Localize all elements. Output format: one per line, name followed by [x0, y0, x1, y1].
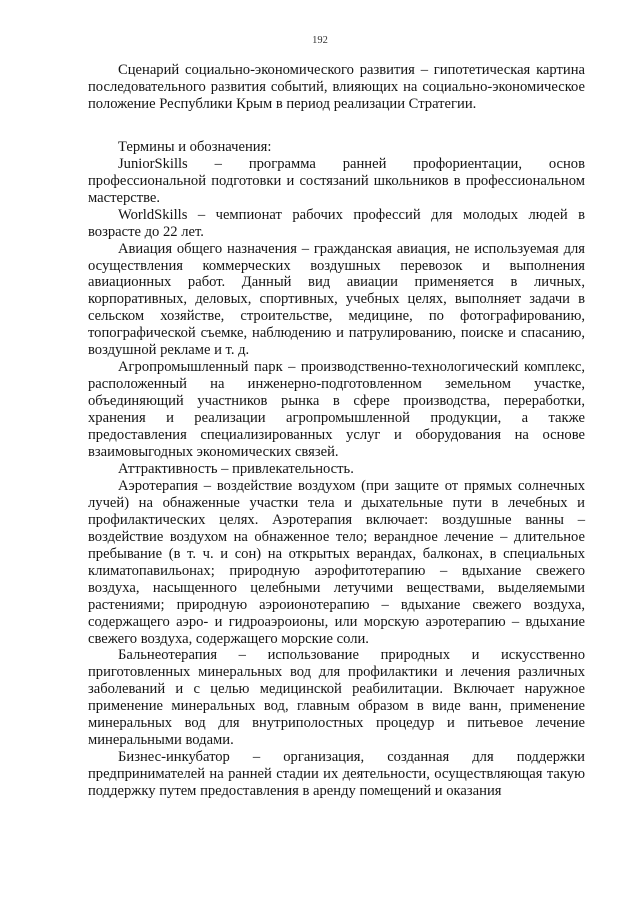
page-number: 192: [312, 35, 328, 46]
term-agro-park: Агропромышленный парк – производственно-технологический комплекс, расположенный на инженерно-подготовленном земельном участке, объединяющий участников рынка в сфере производства, переработки, хранения и реализации агропромышленной продукции, а также предоставления специализированных услуг и оборудования на основе взаимовыгодных экономических связей.: [88, 359, 585, 461]
page-content: [88, 62, 585, 800]
term-juniorskills: JuniorSkills – программа ранней профориентации, основ профессиональной подготовки и состязаний школьников в профессиональном мастерстве.: [88, 155, 585, 206]
term-aerotherapy: Аэротерапия – воздействие воздухом (при защите от прямых солнечных лучей) на обнаженные участки тела и дыхательные пути в лечебных и профилактических целях. Аэротерапия включает: воздушные ванны – воздействие воздухом на обнаженное тело; верандное лечение – длительное пребывание (в т. ч. и сон) на открытых верандах, балконах, в специальных климатопавильонах; природную аэрофитотерапию – вдыхание свежего воздуха, насыщенного целебными летучими веществами, выделяемыми растениями; природную аэроионотерапию – вдыхание свежего воздуха, содержащего аэро- и гидроаэроионы, или морскую аэротерапию – вдыхание свежего воздуха, содержащего морские соли.: [88, 477, 585, 647]
term-balneotherapy: Бальнеотерапия – использование природных и искусственно приготовленных минеральных вод для профилактики и лечения различных заболеваний и с целью медицинской реабилитации. Включает наружное применение минеральных вод, главным образом в виде ванн, применение минеральных вод для внутриполостных процедур и питьевое лечение минеральными водами.: [88, 647, 585, 749]
terms-heading: Термины и обозначения:: [118, 138, 272, 155]
term-worldskills: WorldSkills – чемпионат рабочих профессий для молодых людей в возрасте до 22 лет.: [88, 206, 585, 240]
term-attractiveness: Аттрактивность – привлекательность.: [118, 460, 354, 477]
term-business-incubator: Бизнес-инкубатор – организация, созданная для поддержки предпринимателей на ранней стадии их деятельности, осуществляющая такую поддержку путем предоставления в аренду помещений и оказания: [88, 749, 585, 800]
terms-list: [88, 156, 585, 800]
intro-paragraph: Сценарий социально-экономического развития – гипотетическая картина последовательного развития событий, влияющих на социально-экономическое положение Республики Крым в период реализации Стратегии.: [88, 62, 585, 112]
term-general-aviation: Авиация общего назначения – гражданская авиация, не используемая для осуществления коммерческих воздушных перевозок и выполнения авиационных работ. Данный вид авиации применяется в личных, корпоративных, деловых, спортивных, учебных целях, выполняет задачи в сельском хозяйстве, строительстве, медицине, по фотографированию, топографической съемке, наблюдению и патрулированию, поиске и спасанию, воздушной рекламе и т. д.: [88, 240, 585, 359]
